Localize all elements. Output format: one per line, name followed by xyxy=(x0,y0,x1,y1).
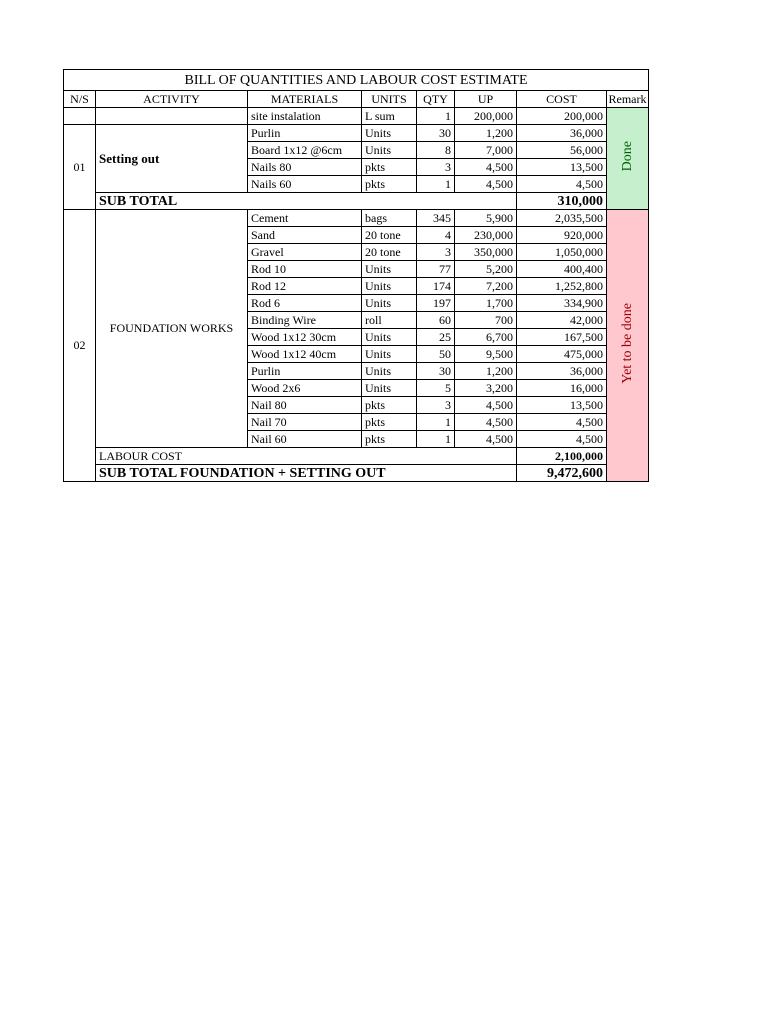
material-cell: Wood 1x12 40cm xyxy=(248,346,362,363)
prelim-activity xyxy=(96,108,248,125)
cost-cell: 2,035,500 xyxy=(517,210,607,227)
section2-activity: FOUNDATION WORKS xyxy=(96,210,248,448)
material-cell: Binding Wire xyxy=(248,312,362,329)
cost-cell: 4,500 xyxy=(517,414,607,431)
qty-cell: 30 xyxy=(417,363,455,380)
material-cell: Rod 6 xyxy=(248,295,362,312)
qty-cell: 4 xyxy=(417,227,455,244)
units-cell: roll xyxy=(362,312,417,329)
grand-total-label: SUB TOTAL FOUNDATION + SETTING OUT xyxy=(96,465,517,482)
up-cell: 9,500 xyxy=(455,346,517,363)
table-row xyxy=(64,210,649,227)
labour-row xyxy=(64,448,649,465)
cost-cell: 36,000 xyxy=(517,125,607,142)
qty-cell: 1 xyxy=(417,176,455,193)
cost-cell: 4,500 xyxy=(517,431,607,448)
header-ns: N/S xyxy=(64,91,96,108)
prelim-ns xyxy=(64,108,96,125)
labour-value: 2,100,000 xyxy=(517,448,607,465)
material-cell: Nail 60 xyxy=(248,431,362,448)
qty-cell: 1 xyxy=(417,431,455,448)
material-cell: Nails 60 xyxy=(248,176,362,193)
boq-sheet xyxy=(63,69,649,482)
cost-cell: 475,000 xyxy=(517,346,607,363)
prelim-row xyxy=(64,108,649,125)
units-cell: Units xyxy=(362,346,417,363)
prelim-up: 200,000 xyxy=(455,108,517,125)
prelim-qty: 1 xyxy=(417,108,455,125)
table-row xyxy=(64,125,649,142)
header-qty: QTY xyxy=(417,91,455,108)
header-units: UNITS xyxy=(362,91,417,108)
up-cell: 1,200 xyxy=(455,125,517,142)
remark-pending-cell xyxy=(607,210,649,482)
title-row xyxy=(64,70,649,91)
qty-cell: 50 xyxy=(417,346,455,363)
up-cell: 4,500 xyxy=(455,431,517,448)
up-cell: 5,200 xyxy=(455,261,517,278)
material-cell: Board 1x12 @6cm xyxy=(248,142,362,159)
qty-cell: 5 xyxy=(417,380,455,397)
qty-cell: 77 xyxy=(417,261,455,278)
header-cost: COST xyxy=(517,91,607,108)
header-activity: ACTIVITY xyxy=(96,91,248,108)
up-cell: 1,200 xyxy=(455,363,517,380)
up-cell: 3,200 xyxy=(455,380,517,397)
sheet-title: BILL OF QUANTITIES AND LABOUR COST ESTIMATE xyxy=(64,70,649,91)
section2-ns: 02 xyxy=(64,210,96,482)
units-cell: 20 tone xyxy=(362,227,417,244)
cost-cell: 13,500 xyxy=(517,397,607,414)
cost-cell: 1,252,800 xyxy=(517,278,607,295)
cost-cell: 56,000 xyxy=(517,142,607,159)
cost-cell: 13,500 xyxy=(517,159,607,176)
units-cell: Units xyxy=(362,278,417,295)
remark-done-cell xyxy=(607,108,649,210)
header-materials: MATERIALS xyxy=(248,91,362,108)
section1-ns: 01 xyxy=(64,125,96,210)
units-cell: Units xyxy=(362,142,417,159)
header-row xyxy=(64,91,649,108)
qty-cell: 345 xyxy=(417,210,455,227)
cost-cell: 42,000 xyxy=(517,312,607,329)
qty-cell: 1 xyxy=(417,414,455,431)
units-cell: Units xyxy=(362,329,417,346)
material-cell: Nail 70 xyxy=(248,414,362,431)
remark-done-text: Done xyxy=(620,141,635,172)
up-cell: 4,500 xyxy=(455,159,517,176)
grand-total-row xyxy=(64,465,649,482)
cost-cell: 36,000 xyxy=(517,363,607,380)
cost-cell: 920,000 xyxy=(517,227,607,244)
cost-cell: 4,500 xyxy=(517,176,607,193)
grand-total-value: 9,472,600 xyxy=(517,465,607,482)
qty-cell: 30 xyxy=(417,125,455,142)
units-cell: Units xyxy=(362,125,417,142)
qty-cell: 197 xyxy=(417,295,455,312)
subtotal-label: SUB TOTAL xyxy=(96,193,517,210)
qty-cell: 60 xyxy=(417,312,455,329)
material-cell: Wood 1x12 30cm xyxy=(248,329,362,346)
cost-cell: 1,050,000 xyxy=(517,244,607,261)
up-cell: 7,000 xyxy=(455,142,517,159)
qty-cell: 3 xyxy=(417,159,455,176)
units-cell: pkts xyxy=(362,414,417,431)
prelim-cost: 200,000 xyxy=(517,108,607,125)
remark-pending-text: Yet to be done xyxy=(620,303,635,384)
qty-cell: 3 xyxy=(417,244,455,261)
cost-cell: 167,500 xyxy=(517,329,607,346)
boq-table xyxy=(63,69,649,482)
labour-label: LABOUR COST xyxy=(96,448,517,465)
units-cell: Units xyxy=(362,261,417,278)
header-up: UP xyxy=(455,91,517,108)
material-cell: Nail 80 xyxy=(248,397,362,414)
up-cell: 700 xyxy=(455,312,517,329)
up-cell: 1,700 xyxy=(455,295,517,312)
material-cell: Rod 10 xyxy=(248,261,362,278)
qty-cell: 3 xyxy=(417,397,455,414)
up-cell: 7,200 xyxy=(455,278,517,295)
prelim-units: L sum xyxy=(362,108,417,125)
up-cell: 4,500 xyxy=(455,414,517,431)
up-cell: 230,000 xyxy=(455,227,517,244)
header-remark: Remark xyxy=(608,91,647,106)
qty-cell: 8 xyxy=(417,142,455,159)
units-cell: Units xyxy=(362,363,417,380)
units-cell: pkts xyxy=(362,397,417,414)
material-cell: Purlin xyxy=(248,363,362,380)
section1-activity: Setting out xyxy=(96,125,248,193)
up-cell: 5,900 xyxy=(455,210,517,227)
units-cell: Units xyxy=(362,295,417,312)
prelim-material: site instalation xyxy=(248,108,362,125)
material-cell: Nails 80 xyxy=(248,159,362,176)
up-cell: 4,500 xyxy=(455,176,517,193)
cost-cell: 400,400 xyxy=(517,261,607,278)
qty-cell: 25 xyxy=(417,329,455,346)
material-cell: Sand xyxy=(248,227,362,244)
up-cell: 350,000 xyxy=(455,244,517,261)
units-cell: bags xyxy=(362,210,417,227)
material-cell: Cement xyxy=(248,210,362,227)
qty-cell: 174 xyxy=(417,278,455,295)
units-cell: pkts xyxy=(362,176,417,193)
subtotal-row xyxy=(64,193,649,210)
subtotal-value: 310,000 xyxy=(517,193,607,210)
material-cell: Purlin xyxy=(248,125,362,142)
cost-cell: 334,900 xyxy=(517,295,607,312)
units-cell: pkts xyxy=(362,431,417,448)
material-cell: Gravel xyxy=(248,244,362,261)
units-cell: pkts xyxy=(362,159,417,176)
material-cell: Wood 2x6 xyxy=(248,380,362,397)
up-cell: 4,500 xyxy=(455,397,517,414)
units-cell: 20 tone xyxy=(362,244,417,261)
up-cell: 6,700 xyxy=(455,329,517,346)
units-cell: Units xyxy=(362,380,417,397)
cost-cell: 16,000 xyxy=(517,380,607,397)
material-cell: Rod 12 xyxy=(248,278,362,295)
